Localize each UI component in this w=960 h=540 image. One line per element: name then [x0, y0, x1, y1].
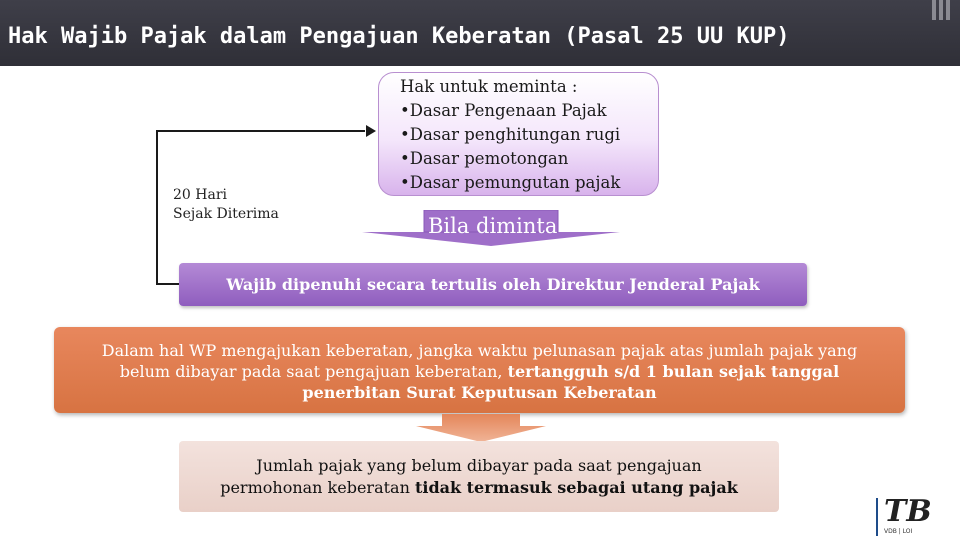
- rights-request-box: [378, 72, 659, 196]
- payment-line-2: [54, 361, 905, 382]
- logo-bar: [876, 498, 878, 536]
- payment-line-2-normal: belum dibayar pada saat pengajuan keberatan,: [119, 362, 508, 381]
- obligation-box: [179, 263, 807, 306]
- payment-line-1: Dalam hal WP mengajukan keberatan, jangka waktu pelunasan pajak atas jumlah pajak yang: [101, 341, 858, 360]
- debt-line-1: Jumlah pajak yang belum dibayar pada saat pengajuan: [256, 456, 702, 475]
- brand-logo: [874, 494, 944, 540]
- debt-line-2: [179, 477, 779, 499]
- timeline-since-received: Sejak Diterima: [173, 206, 279, 222]
- rights-item: •Dasar penghitungan rugi: [400, 125, 621, 144]
- page-title: Hak Wajib Pajak dalam Pengajuan Keberatan (Pasal 25 UU KUP): [8, 24, 790, 49]
- timeline-label: [173, 186, 279, 224]
- payment-line-3: [54, 382, 905, 403]
- rights-heading: Hak untuk meminta :: [400, 77, 578, 96]
- logo-subtext: VDB | LOI: [884, 528, 913, 535]
- debt-line-2-bold: tidak termasuk sebagai utang pajak: [414, 478, 738, 497]
- payment-line-3-bold: penerbitan Surat Keputusan Keberatan: [302, 383, 657, 402]
- payment-deferral-box: [54, 327, 905, 413]
- request-label: Bila diminta: [428, 214, 558, 238]
- rights-item: •Dasar pemungutan pajak: [400, 173, 621, 192]
- rights-item: •Dasar Pengenaan Pajak: [400, 101, 607, 120]
- rights-item: •Dasar pemotongan: [400, 149, 569, 168]
- logo-mark: TB: [884, 494, 932, 529]
- payment-line-2-bold: tertangguh s/d 1 bulan sejak tanggal: [507, 362, 840, 381]
- down-arrow: [416, 414, 546, 442]
- obligation-text: Wajib dipenuhi secara tertulis oleh Direktur Jenderal Pajak: [226, 275, 760, 294]
- tax-debt-box: [179, 441, 779, 512]
- debt-line-2-normal: permohonan keberatan: [220, 478, 415, 497]
- timeline-days: 20 Hari: [173, 187, 227, 203]
- connector-arrowhead: [366, 125, 376, 137]
